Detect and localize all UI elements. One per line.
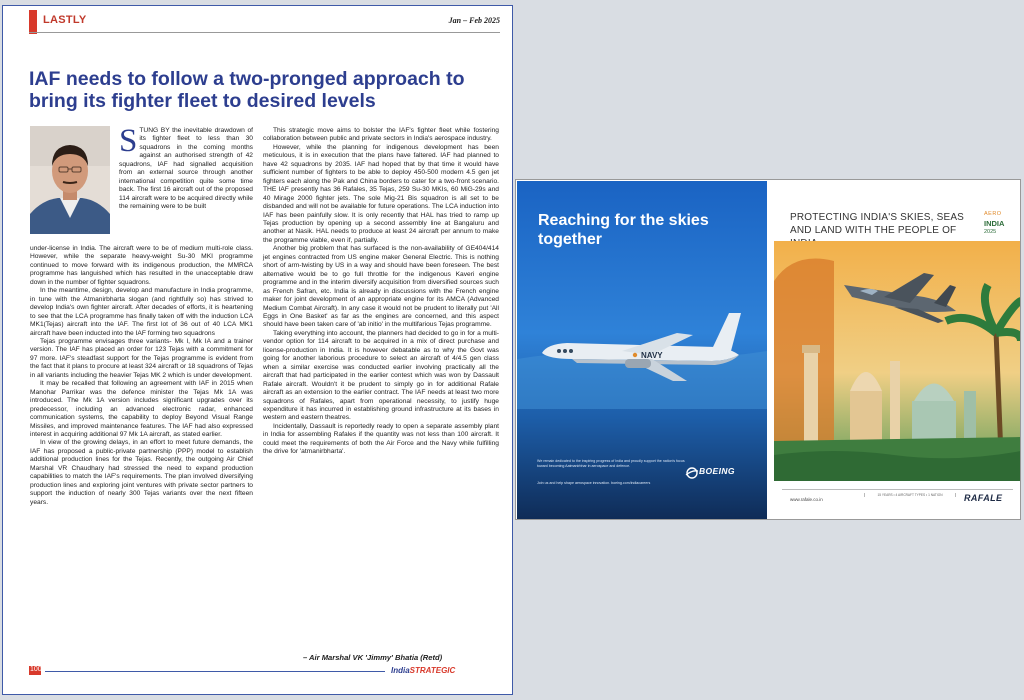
boeing-fine-print: We remain dedicated to the inspiring progress of India and proudly support the nation's focus toward becoming Aatmanirbhar in aerospace and defence. <box>537 459 685 468</box>
article-left-column <box>30 245 253 507</box>
boeing-careers-text: Join us and help shape aerospace innovation. boeing.com/indiacareers <box>537 481 651 485</box>
section-label: LASTLY <box>43 14 87 26</box>
boeing-advertisement <box>517 181 767 519</box>
rafale-heritage-illustration <box>774 241 1021 481</box>
brand-part-a: India <box>391 666 410 675</box>
paragraph: Incidentally, Dassault is reportedly ready to open a separate assembly plant in India for assembling Rafales if the quantity was not less than 100 aircraft. It could meet the requirements of both the Air Force and the Navy while fulfilling the drive for 'atmanirbharta'. <box>263 422 499 456</box>
section-marker <box>29 10 37 34</box>
boeing-logo <box>685 465 755 479</box>
aero-india-badge-top: AERO <box>984 211 1002 217</box>
boeing-symbol-icon <box>685 466 699 480</box>
article-intro <box>119 123 253 212</box>
paragraph: However, while the planning for indigenous development has been meticulous, it is in execution that the plans have faltered. IAF had planned to have 42 squadrons by 2035. IAF had hoped that by that time it would have sufficient number of fighters to be able to deploy 450-500 modern 4.5 gen jet fighters each along the Pak and China borders to cater for a two-front scenario. THE IAF presently has 36 Rafales, 35 Tejas, 259 Su-30 MKIs, 60 MiG-29s and 40 Mirage 2000 fighter jets. The sole Mig-21 Bis squadron is all set to be disbanded and will not be available for future operations. The LCA induction into IAF has been painfully slow. It is only recently that HAL has tried to ramp up Tejas production by opening up a second assembly line at Bangaluru and another at Nasik. HAL needs to produce at least 24 aircraft per annum to make the programme viable, even if, partially. <box>263 143 499 244</box>
brand-part-b: STRATEGIC <box>409 666 456 675</box>
plane-marking: NAVY <box>641 351 663 360</box>
aero-india-badge-name: INDIA <box>984 219 1005 228</box>
header-divider <box>29 32 500 33</box>
boeing-aircraft-illustration <box>517 289 767 409</box>
paragraph: In the meantime, design, develop and manufacture in India programme, in tune with the Atmanirbharta slogan (and rightfully so) has strived to develop India's own fighter aircraft. After decades of efforts, it is heartening to see that the LCA programme has finally taken off with the induction LCA MK1(Tejas) aircraft into the IAF. The first lot of 36 out of 40 LCA MK1 aircraft have been inducted into the IAF forming two squadrons <box>30 287 253 337</box>
rafale-logo: RAFALE <box>964 493 1003 503</box>
paragraph: Another big problem that has surfaced is the non-availability of GE404/414 jet engines contracted from US engine maker General Electric. This is nothing short of arm-twisting by US in a way and should have been foreseen. The best alternative would be to go full throttle for the indigenous Kaveri engine programme and in the interim diversify acquisition from diversified sources such as French Safran, etc. India is already in discussions with the French engine maker for joint development of an appropriate engine for its AMCA (Advanced Medium Combat Aircraft). In any case it would not be prudent to literally put 'All Eggs in One Basket' as far as the engines are concerned, and this aspect should have been taken care of 'ab initio' in the multifarious Tejas programme. <box>263 245 499 329</box>
footer-divider <box>45 671 385 672</box>
page-number: 100 <box>30 666 42 673</box>
aero-website: www.rafale.co.in <box>790 497 823 502</box>
issue-date: Jan – Feb 2025 <box>448 16 500 25</box>
drop-cap: S <box>119 123 138 159</box>
aero-tagline: 15 YEARS • 4 AIRCRAFT TYPES • 1 NATION <box>864 493 956 497</box>
paragraph: This strategic move aims to bolster the IAF's fighter fleet while fostering collaboration between public and private sectors in India's aerospace industry. <box>263 127 499 143</box>
paragraph: Tejas programme envisages three variants- Mk I, Mk IA and a trainer version. The IAF has placed an order for 123 Tejas with a commitment for 97 more. IAF's steadfast support for the Tejas programme is evident from the fact that it plans to procure at least 324 aircraft or 18 squadrons of Tejas in all variants including the heavier Tejas MK 2 which is under development. <box>30 337 253 379</box>
boeing-headline: Reaching for the skies together <box>538 212 709 248</box>
paragraph: In view of the growing delays, in an effort to meet future demands, the IAF has proposed a public-private partnership (PPP) model to establish additional production lines for the Tejas. Recently, the outgoing Air Chief Marshal VR Chaudhary had stressed the need to expand production capabilities to match the IAF's requirements. The plan involved diversifying production lines and exploring joint ventures with private sector partners to support the induction of nearly 300 Tejas variants over the next fifteen years. <box>30 439 253 506</box>
advertisement-page <box>515 179 1021 520</box>
paragraph: Taking everything into account, the planners had decided to go in for a multi-vendor option for 114 aircraft to be acquired in a mix of direct purchase and license-production in India. It is however debatable as to why the Govt was going for another laborious procedure to select an aircraft of 4/4.5 gen class when a similar exercise was conducted earlier involving practically all the aircraft that had participated in the earlier contest which was won by Dassault Rafale aircraft. Wouldn't it be prudent to simply go in for additional Rafale aircraft as an extension to the earlier contract. The IAF needs at least two more squadrons of Rafales, apart from operational necessity, to justify huge expenditure it has incurred in establishing ground infrastructure at its bases in western and eastern theatres. <box>263 329 499 422</box>
paragraph: It may be recalled that following an agreement with IAF in 2015 when Manohar Parrikar was the defence minister the Tejas Mk 1A was introduced. The Mk 1A version includes significant upgrades over its predecessor, including an advanced electronic radar, enhanced communication systems, the capability to deploy Beyond Visual Range Missiles, and improved maintenance features. The IAF had also expressed interest in acquiring additional 97 Mk 1A aircraft, as stated earlier. <box>30 380 253 438</box>
article-right-column <box>263 127 499 457</box>
aero-footer-divider <box>782 489 1013 490</box>
footer-brand <box>391 666 455 675</box>
aero-india-badge-year: 2025 <box>984 229 997 235</box>
aero-headline: PROTECTING INDIA'S SKIES, SEAS AND LAND WITH THE PEOPLE OF <box>790 212 965 236</box>
author-byline: – Air Marshal VK 'Jimmy' Bhatia (Retd) <box>303 653 443 662</box>
author-photo <box>30 126 110 234</box>
intro-text: TUNG BY the inevitable drawdown of its fighter fleet to less than 30 squadrons in the coming months against an authorised strength of 42 squadrons, IAF had signalled acquisition from an external source through another international competition quite some time back. The first 16 aircraft out of the proposed 114 aircraft were to be acquired directly while the remaining were to be built <box>119 127 253 211</box>
article-headline: IAF needs to follow a two-pronged approach to bring its fighter fleet to desired levels <box>29 68 465 112</box>
aero-india-advertisement <box>774 181 1021 519</box>
boeing-wordmark: BOEING <box>699 466 735 476</box>
article-page <box>2 5 513 695</box>
paragraph: under-license in India. The aircraft were to be of medium multi-role class. However, while the separate heavy-weight Su-30 MKI programme continued to move forward with its indigenous production, the MMRCA programme has languished which has resulted in the unacceptable draw down in the number of fighter squadrons. <box>30 245 253 286</box>
